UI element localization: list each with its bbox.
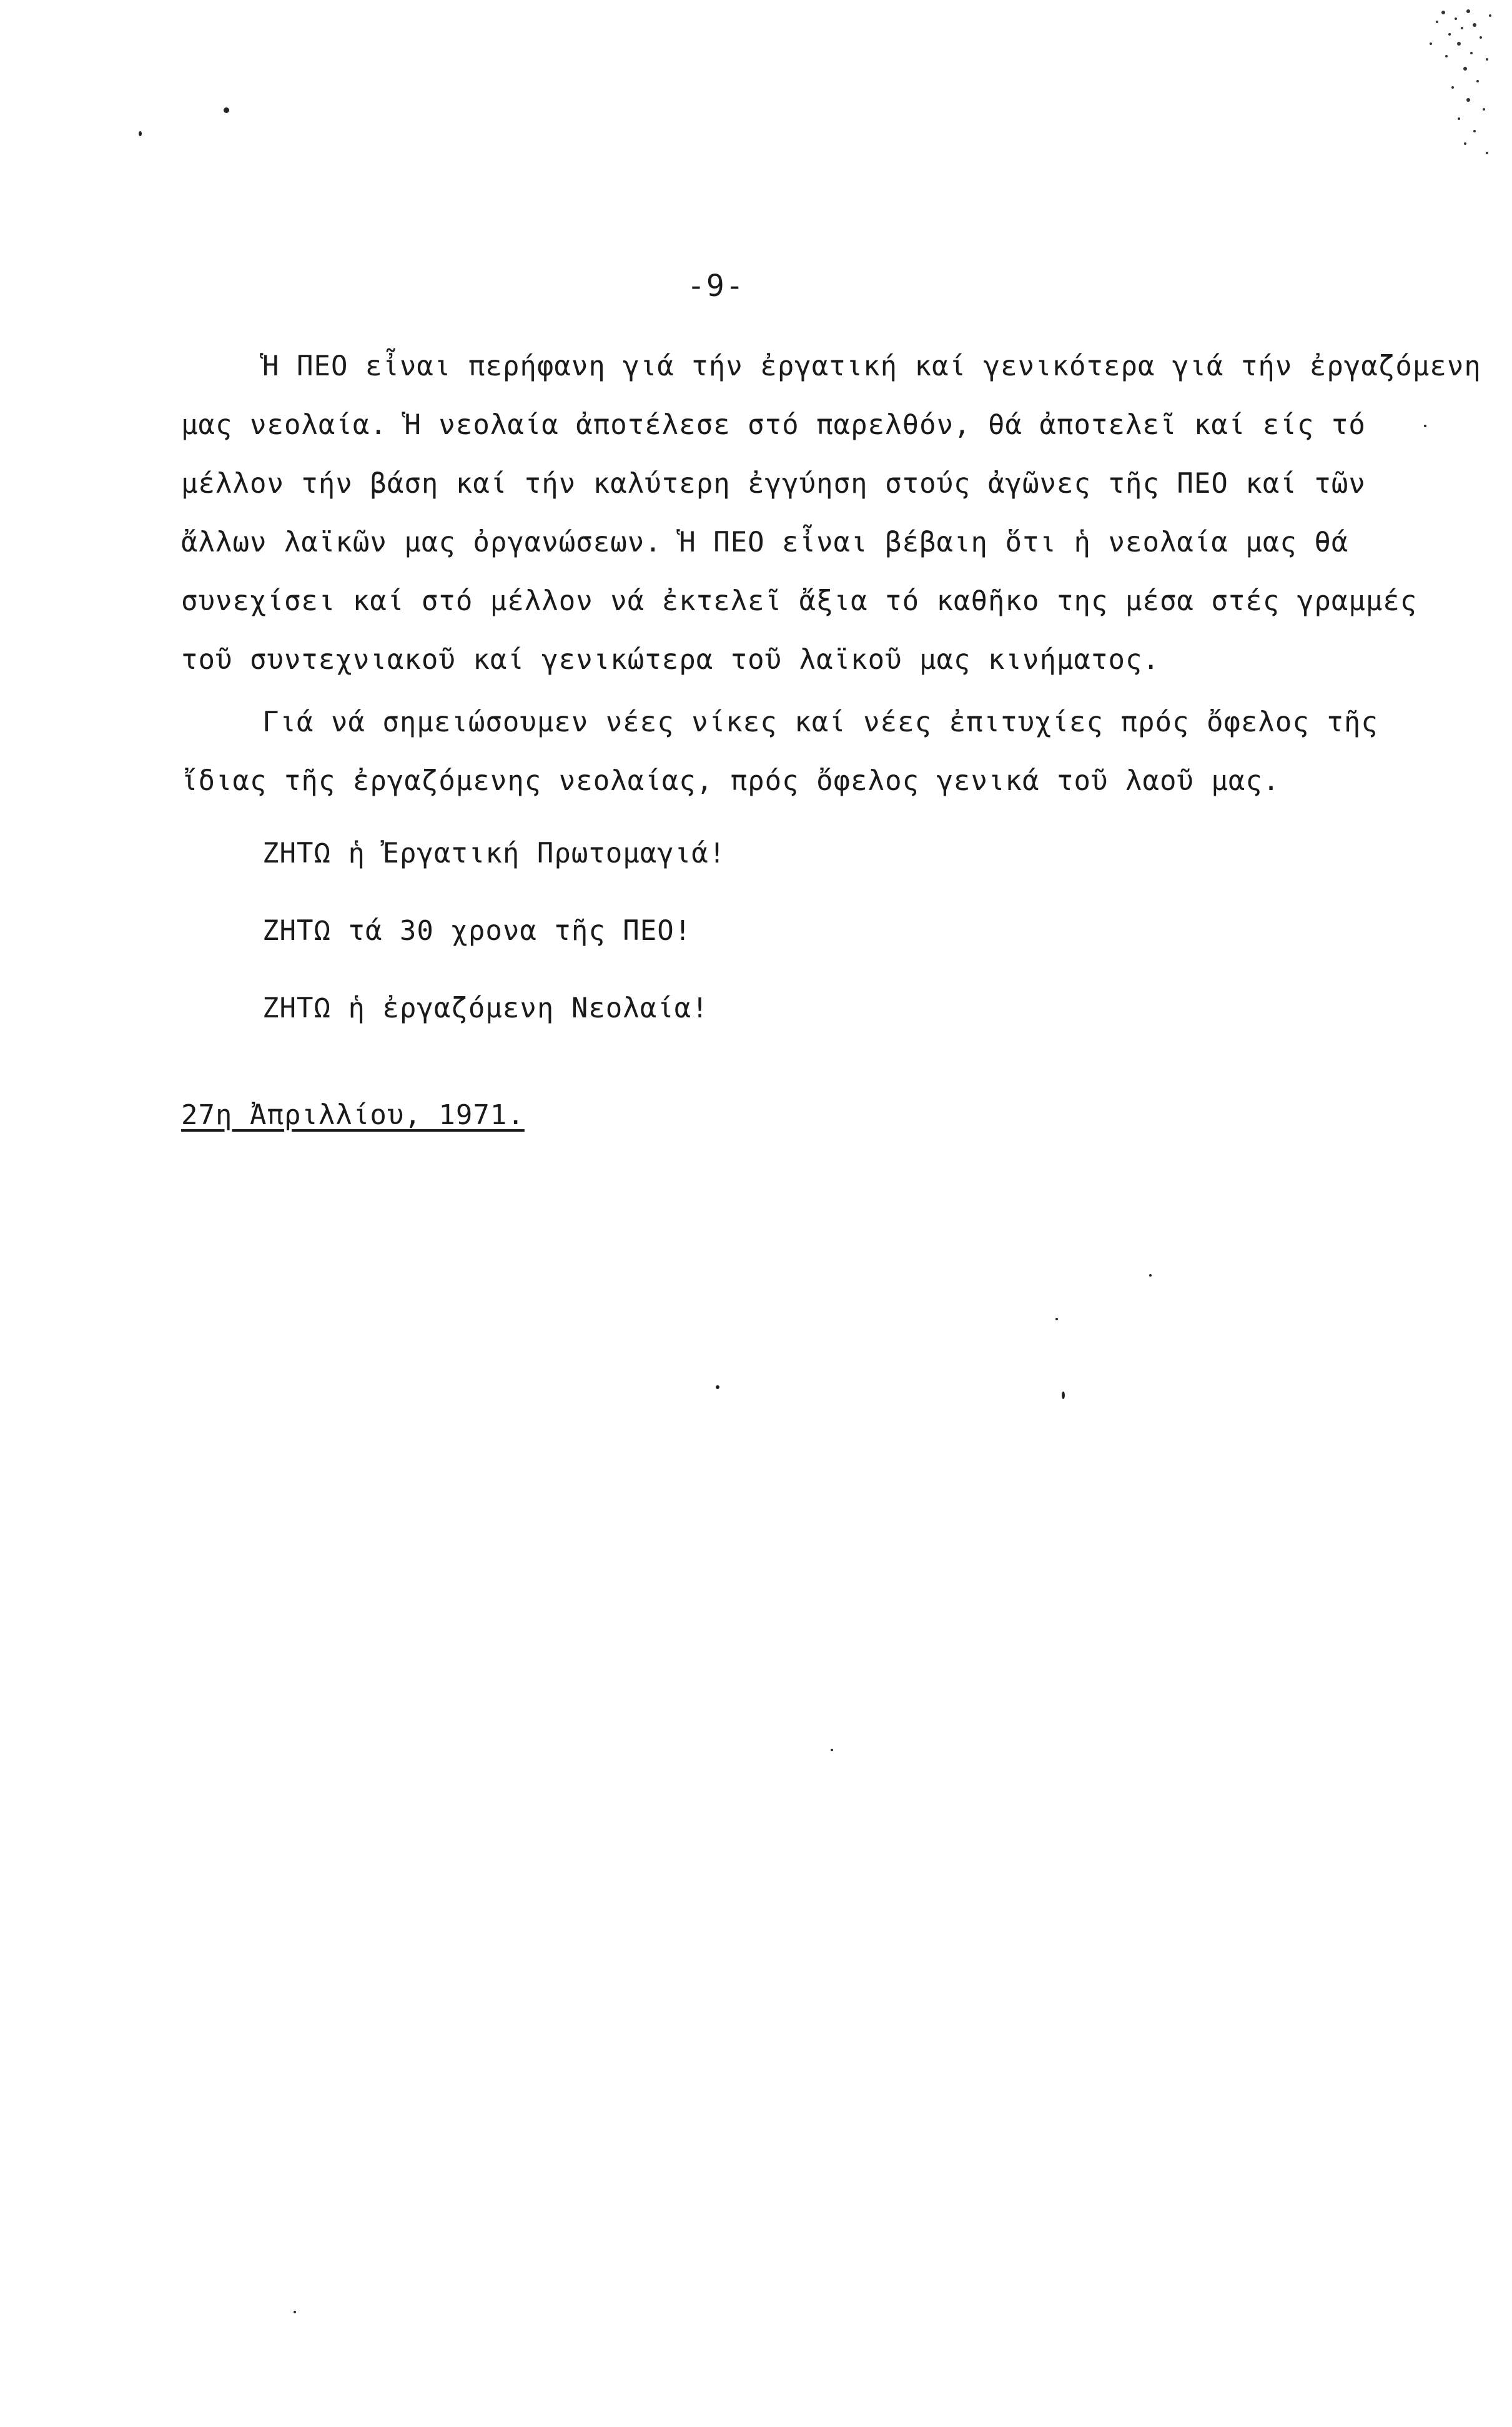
slogan: ΖΗΤΩ τά 30 χρονα τῆς ΠΕΟ!: [262, 915, 692, 947]
paragraph-line: μας νεολαία. Ἡ νεολαία ἀποτέλεσε στό παρελθόν, θά ἀποτελεῖ καί είς τό: [181, 409, 1366, 441]
paragraph-line: μέλλον τήν βάση καί τήν καλύτερη ἐγγύηση στούς ἀγῶνες τῆς ΠΕΟ καί τῶν: [181, 468, 1366, 500]
paragraph-1: [181, 337, 1481, 690]
slogan: ΖΗΤΩ ἡ Ἐργατική Πρωτομαγιά!: [262, 838, 726, 869]
scan-speck: [294, 2311, 296, 2313]
paragraph-line: Ἡ ΠΕΟ εἶναι περήφανη γιά τήν ἐργατική καί γενικότερα γιά τήν ἐργαζόμενη: [262, 350, 1481, 382]
slogans-list: [262, 824, 726, 1057]
scan-speck: [1062, 1391, 1065, 1399]
paragraph-line: ἄλλων λαϊκῶν μας ὀργανώσεων. Ἡ ΠΕΟ εἶναι βέβαιη ὅτι ἡ νεολαία μας θά: [181, 526, 1349, 558]
scan-noise: [1368, 0, 1500, 162]
scan-speck: [716, 1385, 719, 1389]
slogan: ΖΗΤΩ ἡ ἐργαζόμενη Νεολαία!: [262, 992, 709, 1024]
scan-speck: [1424, 425, 1426, 427]
scan-speck: [139, 131, 142, 136]
paragraph-line: τοῦ συντεχνιακοῦ καί γενικώτερα τοῦ λαϊκοῦ μας κινήματος.: [181, 644, 1160, 676]
scan-speck: [831, 1749, 833, 1751]
paragraph-2: [181, 693, 1405, 811]
scan-speck: [224, 107, 229, 113]
paragraph-line: συνεχίσει καί στό μέλλον νά ἐκτελεῖ ἄξια τό καθῆκο της μέσα στές γραμμές: [181, 585, 1418, 617]
document-date: 27η Ἀπριλλίου, 1971.: [181, 1099, 525, 1131]
paragraph-line: Γιά νά σημειώσουμεν νέες νίκες καί νέες ἐπιτυχίες πρός ὄφελος τῆς: [262, 706, 1378, 738]
scan-speck: [1149, 1274, 1152, 1277]
paragraph-line: ἴδιας τῆς ἐργαζόμενης νεολαίας, πρός ὄφελος γενικά τοῦ λαοῦ μας.: [181, 765, 1280, 797]
scan-speck: [1055, 1318, 1058, 1320]
page-number: -9-: [687, 269, 745, 304]
